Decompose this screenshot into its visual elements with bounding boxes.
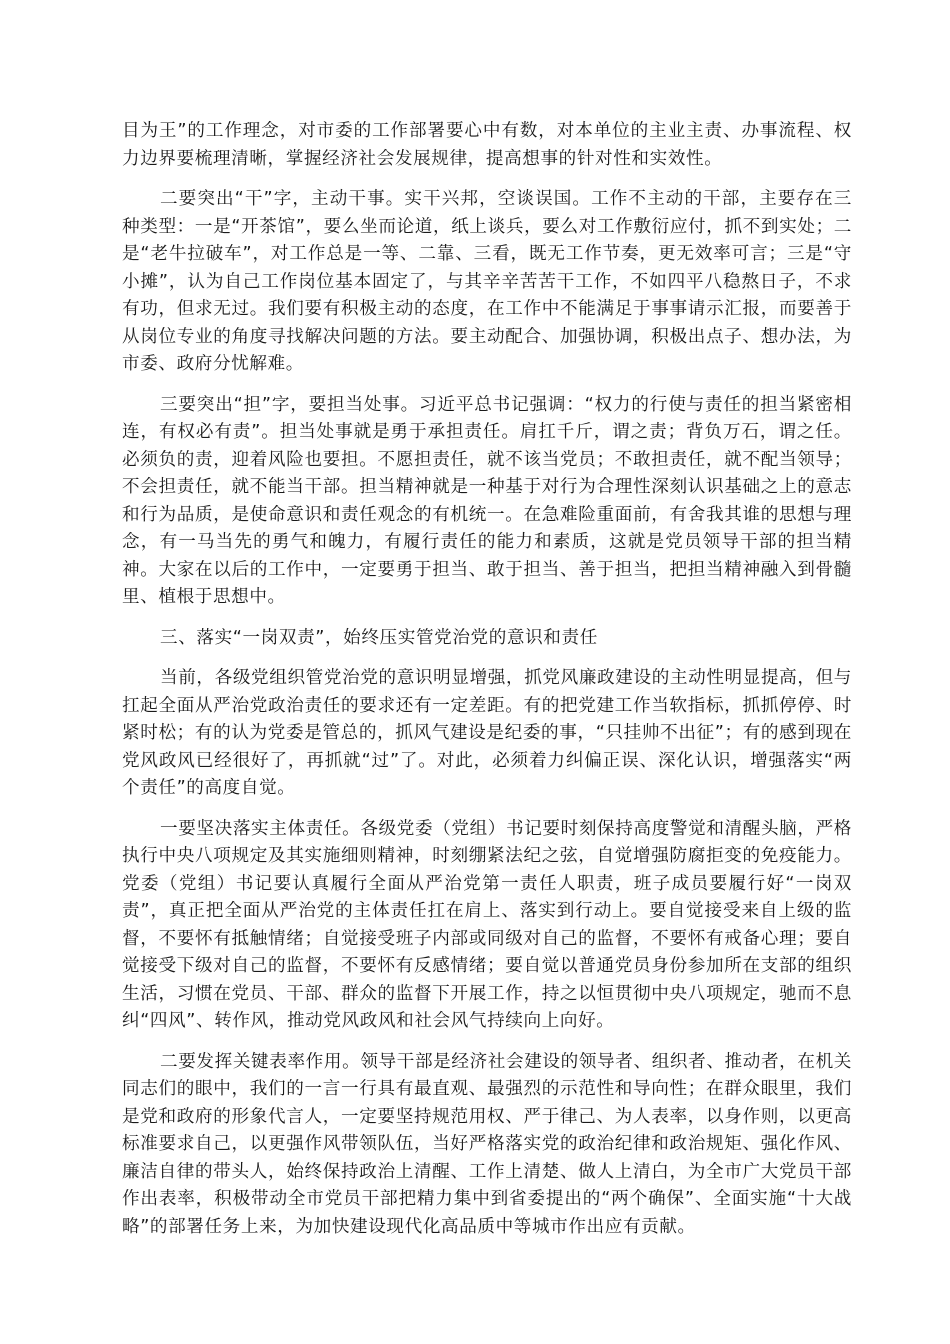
document-body bbox=[122, 118, 852, 1254]
paragraph-dan: 三要突出“担”字，要担当处事。习近平总书记强调：“权力的行使与责任的担当紧密相连，有权必有责”。担当处事就是勇于承担责任。肩扛千斤，谓之责；背负万石，谓之任。必须负的责，迎着风险也要担。不愿担责任，就不该当党员；不敢担责任，就不配当领导；不会担责任，就不能当干部。担当精神就是一种基于对行为合理性深刻认识基础之上的意志和行为品质，是使命意识和责任观念的有机统一。在急难险重面前，有舍我其谁的思想与理念，有一马当先的勇气和魄力，有履行责任的能力和素质，这就是党员领导干部的担当精神。大家在以后的工作中，一定要勇于担当、敢于担当、善于担当，把担当精神融入到骨髓里、植根于思想中。 bbox=[122, 394, 852, 607]
paragraph-current-situation: 当前，各级党组织管党治党的意识明显增强，抓党风廉政建设的主动性明显提高，但与扛起全面从严治党政治责任的要求还有一定差距。有的把党建工作当软指标，抓抓停停、时紧时松；有的认为党委是管总的，抓风气建设是纪委的事，“只挂帅不出征”；有的感到现在党风政风已经很好了，再抓就“过”了。对此，必须着力纠偏正误、深化认识，增强落实“两个责任”的高度自觉。 bbox=[122, 668, 852, 798]
paragraph-main-responsibility: 一要坚决落实主体责任。各级党委（党组）书记要时刻保持高度警觉和清醒头脑，严格执行中央八项规定及其实施细则精神，时刻绷紧法纪之弦，自觉增强防腐拒变的免疫能力。党委（党组）书记要认真履行全面从严治党第一责任人职责，班子成员要履行好“一岗双责”，真正把全面从严治党的主体责任扛在肩上、落实到行动上。要自觉接受来自上级的监督，不要怀有抵触情绪；自觉接受班子内部或同级对自己的监督，不要怀有戒备心理；要自觉接受下级对自己的监督，不要怀有反感情绪；要自觉以普通党员身份参加所在支部的组织生活，习惯在党员、干部、群众的监督下开展工作，持之以恒贯彻中央八项规定，驰而不息纠“四风”、转作风，推动党风政风和社会风气持续向上向好。 bbox=[122, 818, 852, 1031]
paragraph-exemplary-role: 二要发挥关键表率作用。领导干部是经济社会建设的领导者、组织者、推动者，在机关同志们的眼中，我们的一言一行具有最直观、最强烈的示范性和导向性；在群众眼里，我们是党和政府的形象代言人，一定要坚持规范用权、严于律己、为人表率，以身作则，以更高标准要求自己，以更强作风带领队伍，当好严格落实党的政治纪律和政治规矩、强化作风、廉洁自律的带头人，始终保持政治上清醒、工作上清楚、做人上清白，为全市广大党员干部作出表率，积极带动全市党员干部把精力集中到省委提出的“两个确保”、全面实施“十大战略”的部署任务上来，为加快建设现代化高品质中等城市作出应有贡献。 bbox=[122, 1051, 852, 1237]
paragraph-continuation: 目为王”的工作理念，对市委的工作部署要心中有数，对本单位的主业主责、办事流程、权力边界要梳理清晰，掌握经济社会发展规律，提高想事的针对性和实效性。 bbox=[122, 121, 852, 169]
section-heading-three: 三、落实“一岗双责”，始终压实管党治党的意识和责任 bbox=[160, 627, 598, 648]
paragraph-gan: 二要突出“干”字，主动干事。实干兴邦，空谈误国。工作不主动的干部，主要存在三种类型：一是“开茶馆”，要么坐而论道，纸上谈兵，要么对工作敷衍应付，抓不到实处；二是“老牛拉破车”，对工作总是一等、二靠、三看，既无工作节奏，更无效率可言；三是“守小摊”，认为自己工作岗位基本固定了，与其辛辛苦苦干工作，不如四平八稳熬日子，不求有功，但求无过。我们要有积极主动的态度，在工作中不能满足于事事请示汇报，而要善于从岗位专业的角度寻找解决问题的方法。要主动配合、加强协调，积极出点子、想办法，为市委、政府分忧解难。 bbox=[122, 189, 852, 374]
